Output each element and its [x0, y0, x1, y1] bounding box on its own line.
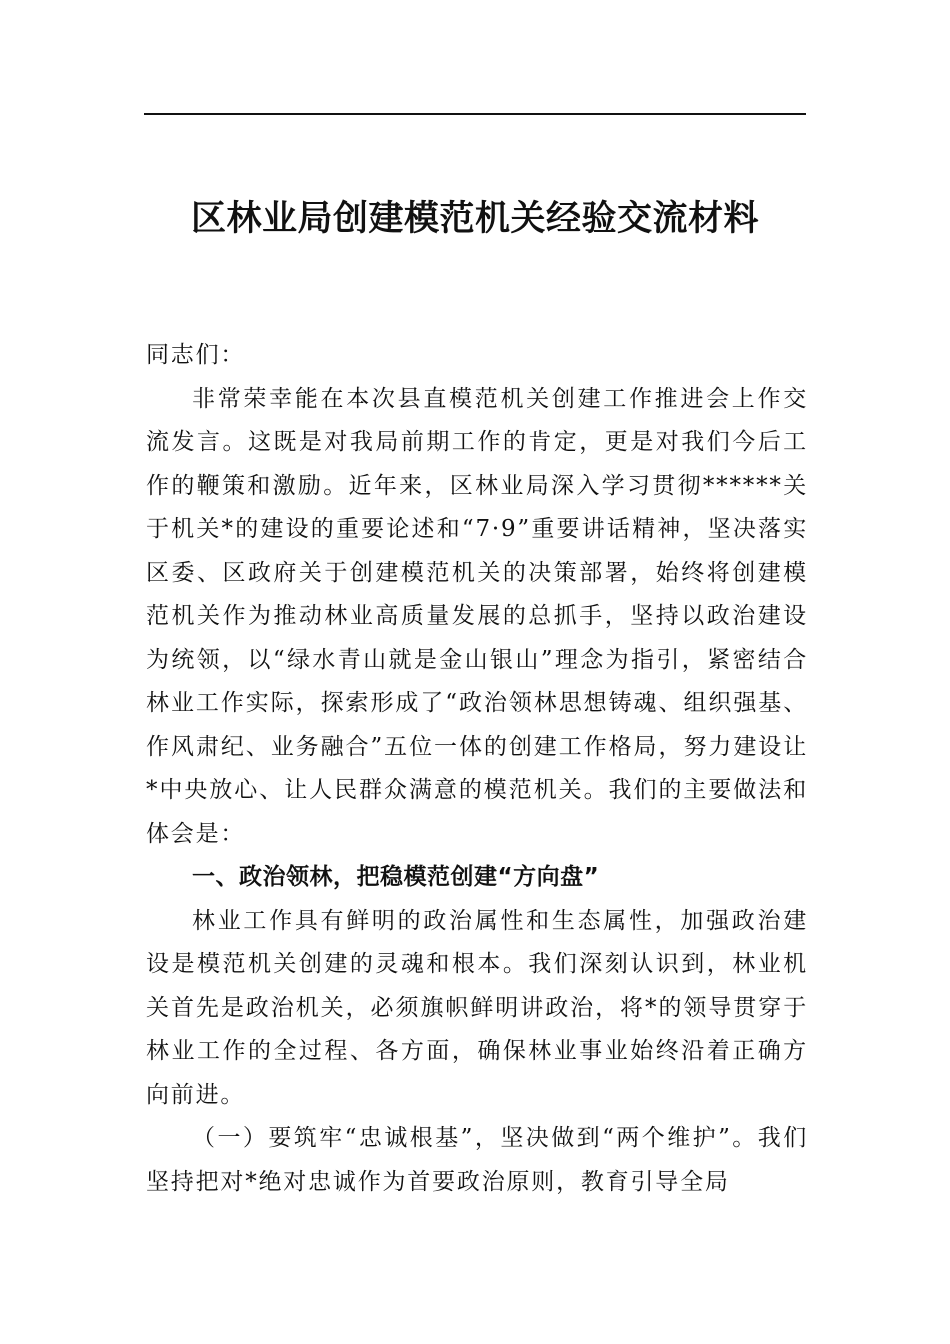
paragraph-intro: 非常荣幸能在本次县直模范机关创建工作推进会上作交流发言。这既是对我局前期工作的肯定，更是对我们今后工作的鞭策和激励。近年来，区林业局深入学习贯彻******关于机关*的建设的重要论述和“7·9”重要讲话精神，坚决落实区委、区政府关于创建模范机关的决策部署，始终将创建模范机关作为推动林业高质量发展的总抓手，坚持以政治建设为统领，以“绿水青山就是金山银山”理念为指引，紧密结合林业工作实际，探索形成了“政治领林思想铸魂、组织强基、作风肃纪、业务融合”五位一体的创建工作格局，努力建设让*中央放心、让人民群众满意的模范机关。我们的主要做法和体会是：: [146, 385, 808, 847]
document-body: [146, 334, 808, 1204]
paragraph-subsection-1: （一）要筑牢“忠诚根基”，坚决做到“两个维护”。我们坚持把对*绝对忠诚作为首要政治原则，教育引导全局: [146, 1125, 808, 1195]
header-rule: [144, 113, 806, 115]
section-heading-1: 一、政治领林，把稳模范创建“方向盘”: [192, 864, 600, 890]
salutation: 同志们：: [146, 342, 246, 368]
paragraph-section-1: 林业工作具有鲜明的政治属性和生态属性，加强政治建设是模范机关创建的灵魂和根本。我们深刻认识到，林业机关首先是政治机关，必须旗帜鲜明讲政治，将*的领导贯穿于林业工作的全过程、各方面，确保林业事业始终沿着正确方向前进。: [146, 907, 808, 1108]
document-title: 区林业局创建模范机关经验交流材料: [190, 199, 759, 239]
